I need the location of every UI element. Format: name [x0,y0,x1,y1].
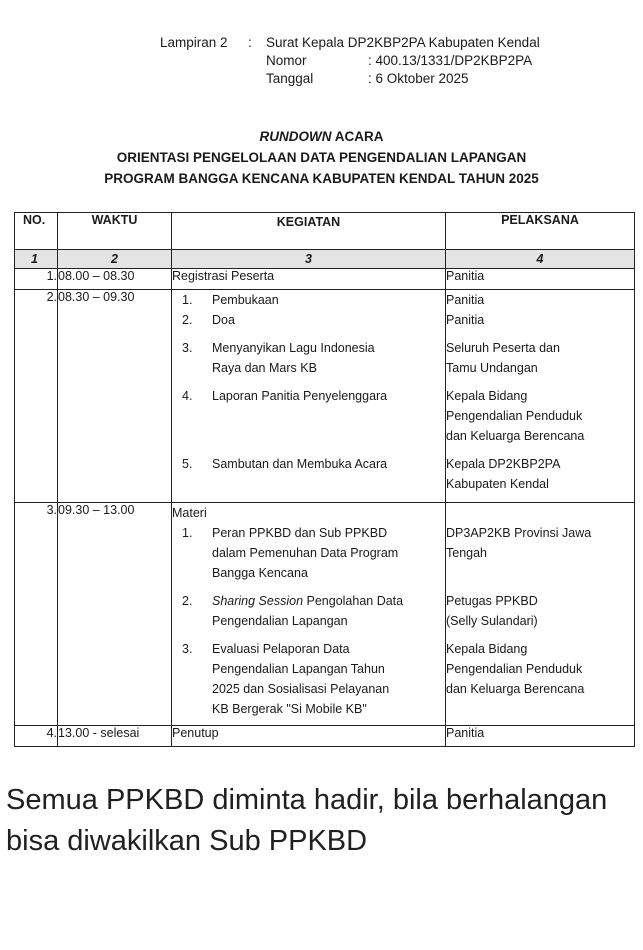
sub-activity: 3. Menyanyikan Lagu Indonesia Raya dan Mars KB [182,341,375,375]
tanggal-label: Tanggal [266,71,314,86]
nomor-value: : 400.13/1331/DP2KBP2PA [368,53,533,68]
column-number-row [15,250,635,269]
sub-activity: 5. Sambutan dan Membuka Acara [182,457,388,471]
table-row [15,503,635,726]
column-number: 4 [446,250,635,269]
row-number: 1. [15,269,58,290]
lampiran-colon: : [248,35,252,50]
sub-activity: 2. Doa [182,313,235,327]
column-number: 1 [15,250,58,269]
title-line-3: PROGRAM BANGGA KENCANA KABUPATEN KENDAL TAHUN 2025 [104,171,539,186]
sub-activity: 4. Laporan Panitia Penyelenggara [182,389,388,403]
row-executor: Panitia [446,726,635,747]
activity-heading: Materi [172,506,207,520]
column-number: 3 [172,250,446,269]
acara-word: ACARA [331,129,384,144]
rundown-word: RUNDOWN [259,129,332,144]
row-time: 09.30 – 13.00 [58,503,172,726]
row-executor: DP3AP2KB Provinsi Jawa Tengah Petugas PPKBD (Selly Sulandari) Kepala Bidang Pengendalian Penduduk dan Keluarga Berencana [446,503,635,726]
row-time: 08.00 – 08.30 [58,269,172,290]
header-no: NO. [15,213,58,250]
row-executor: Panitia Panitia Seluruh Peserta dan Tamu Undangan Kepala Bidang Pengendalian Penduduk dan Keluarga Berencana Kepala DP2KBP2PA Kabupaten Kendal [446,290,635,503]
header-waktu: WAKTU [58,213,172,250]
lampiran-label: Lampiran 2 [160,35,228,50]
row-time: 08.30 – 09.30 [58,290,172,503]
sub-activity: 1. Peran PPKBD dan Sub PPKBD dalam Pemenuhan Data Program Bangga Kencana [182,526,399,580]
lampiran-value: Surat Kepala DP2KBP2PA Kabupaten Kendal [266,35,540,50]
table-row [15,726,635,747]
row-activity: Registrasi Peserta [172,269,446,290]
row-activity [172,503,446,726]
column-number: 2 [58,250,172,269]
row-activity [172,290,446,503]
row-number: 4. [15,726,58,747]
sub-activity: 1. Pembukaan [182,293,279,307]
header-kegiatan: KEGIATAN [172,213,446,250]
document-title [0,127,643,146]
row-number: 2. [15,290,58,503]
table-row [15,290,635,503]
tanggal-value: : 6 Oktober 2025 [368,71,469,86]
row-number: 3. [15,503,58,726]
nomor-label: Nomor [266,53,307,68]
row-executor: Panitia [446,269,635,290]
sub-activity: 3. Evaluasi Pelaporan Data Pengendalian Lapangan Tahun 2025 dan Sosialisasi Pelayanan KB Bergerak "Si Mobile KB" [182,642,390,716]
row-time: 13.00 - selesai [58,726,172,747]
row-activity: Penutup [172,726,446,747]
header-pelaksana: PELAKSANA [446,213,635,250]
sub-activity: 2. Sharing Session Pengolahan Data Pengendalian Lapangan [182,594,404,628]
title-line-2: ORIENTASI PENGELOLAAN DATA PENGENDALIAN LAPANGAN [116,150,527,165]
footer-message: Semua PPKBD diminta hadir, bila berhalangan bisa diwakilkan Sub PPKBD [6,784,608,857]
table-row [15,269,635,290]
table-header-row [15,213,635,250]
rundown-table [14,212,635,747]
